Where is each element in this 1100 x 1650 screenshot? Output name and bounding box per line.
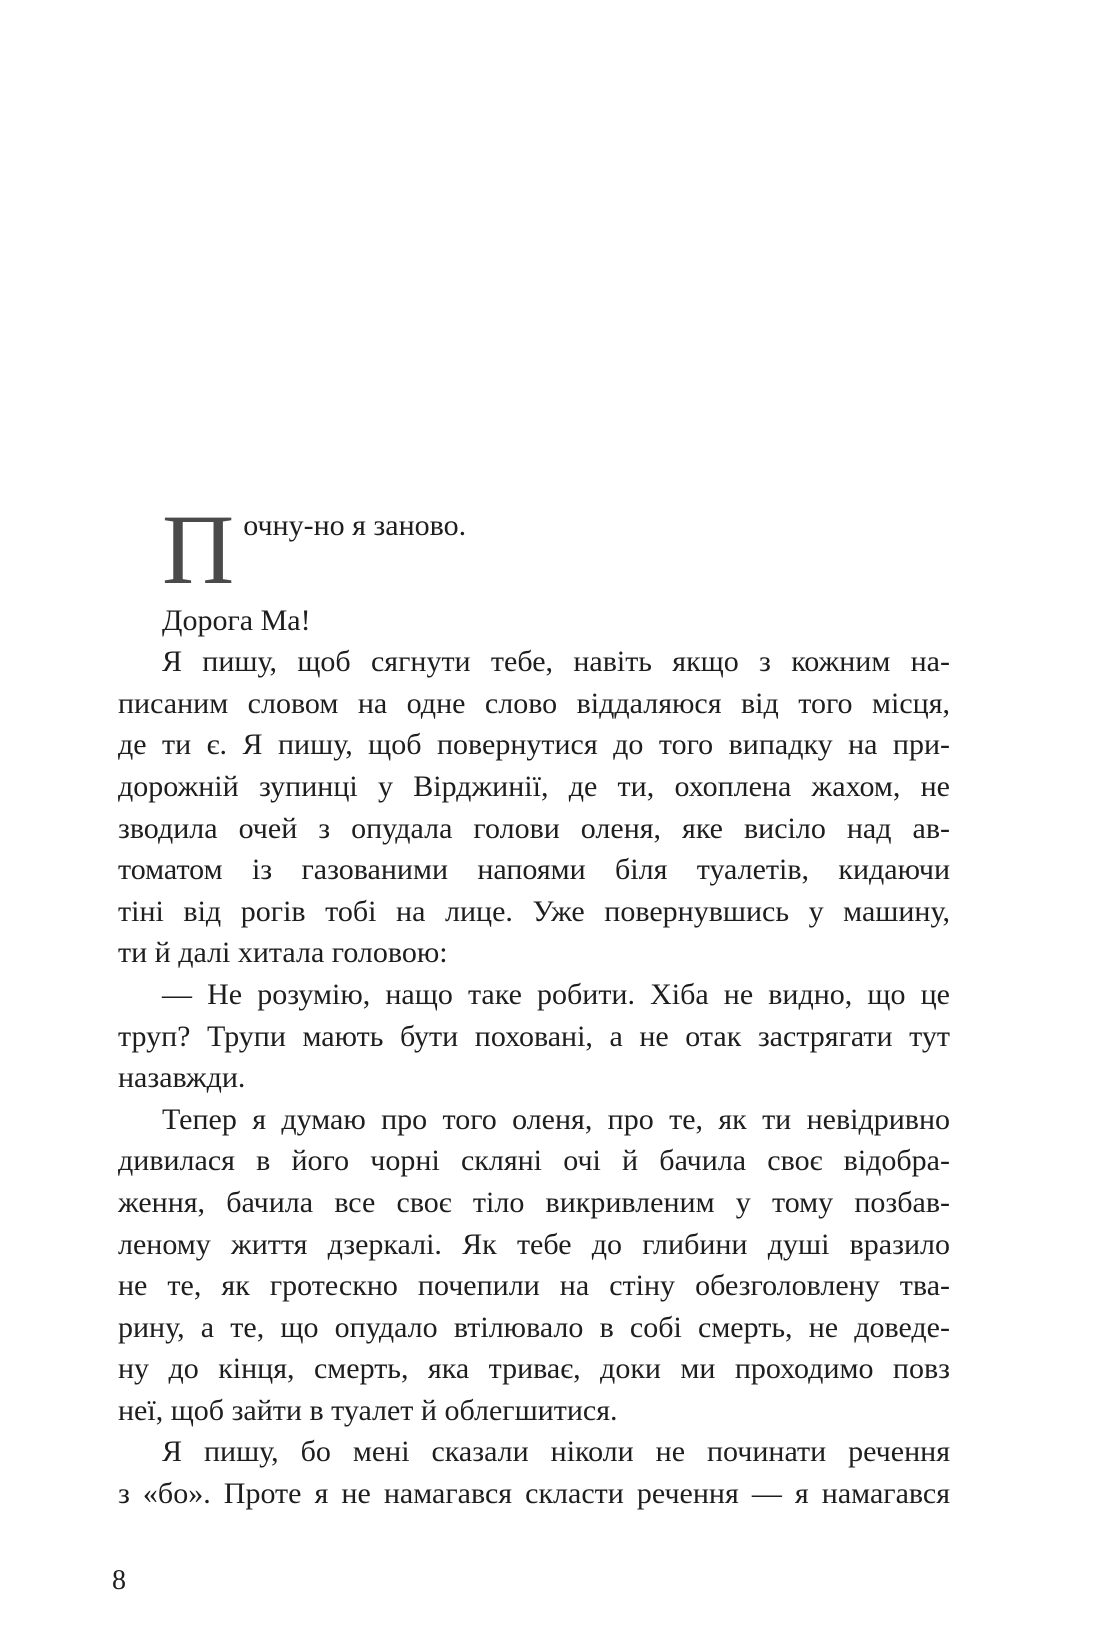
paragraph xyxy=(118,1099,950,1432)
text-line: дивилася в його чорні скляні очі й бачила своє відобра- xyxy=(118,1144,950,1178)
text-line: неї, щоб зайти в туалет й облегшитися. xyxy=(118,1393,618,1427)
drop-cap-letter: П xyxy=(162,494,235,605)
text-line: писаним словом на одне слово віддаляюся від того місця, xyxy=(118,686,950,720)
text-line: де ти є. Я пишу, щоб повернутися до того випадку на при- xyxy=(118,728,950,762)
text-line: ти й далі хитала головою: xyxy=(118,936,448,970)
text-line: з «бо». Проте я не намагався скласти речення — я намагався xyxy=(118,1477,950,1511)
opening-line: очну-но я заново. xyxy=(243,509,467,542)
text-line: Я пишу, щоб сягнути тебе, навіть якщо з кожним на- xyxy=(162,645,950,679)
page-number: 8 xyxy=(112,1565,126,1596)
text-line: томатом із газованими напоями біля туалетів, кидаючи xyxy=(118,853,950,887)
text-line: тіні від рогів тобі на лице. Уже повернувшись у машину, xyxy=(118,894,950,928)
text-line: назавжди. xyxy=(118,1061,246,1095)
text-line: труп? Трупи мають бути поховані, а не отак застрягати тут xyxy=(118,1019,950,1053)
text-line: зводила очей з опудала голови оленя, яке висіло над ав- xyxy=(118,811,950,845)
text-line: дорожній зупинці у Вірджинії, де ти, охоплена жахом, не xyxy=(118,769,950,803)
opening-paragraph xyxy=(118,494,950,605)
salutation-line: Дорога Ма! xyxy=(162,603,311,637)
paragraph xyxy=(118,1431,950,1514)
text-line: Тепер я думаю про того оленя, про те, як ти невідривно xyxy=(162,1102,950,1136)
text-line: леному життя дзеркалі. Як тебе до глибини душі вразило xyxy=(118,1227,950,1261)
page-text-block xyxy=(118,494,950,1515)
text-line: ження, бачила все своє тіло викривленим у тому позбав- xyxy=(118,1185,950,1219)
text-line: не те, як гротескно почепили на стіну обезголовлену тва- xyxy=(118,1269,950,1303)
text-line: — Не розумію, нащо таке робити. Хіба не видно, що це xyxy=(162,977,950,1011)
text-line: Я пишу, бо мені сказали ніколи не починати речення xyxy=(162,1435,950,1469)
text-line: рину, а те, що опудало втілювало в собі смерть, не доведе- xyxy=(118,1310,950,1344)
text-line: ну до кінця, смерть, яка триває, доки ми проходимо повз xyxy=(118,1352,950,1386)
paragraph xyxy=(118,641,950,974)
paragraph xyxy=(118,974,950,1099)
